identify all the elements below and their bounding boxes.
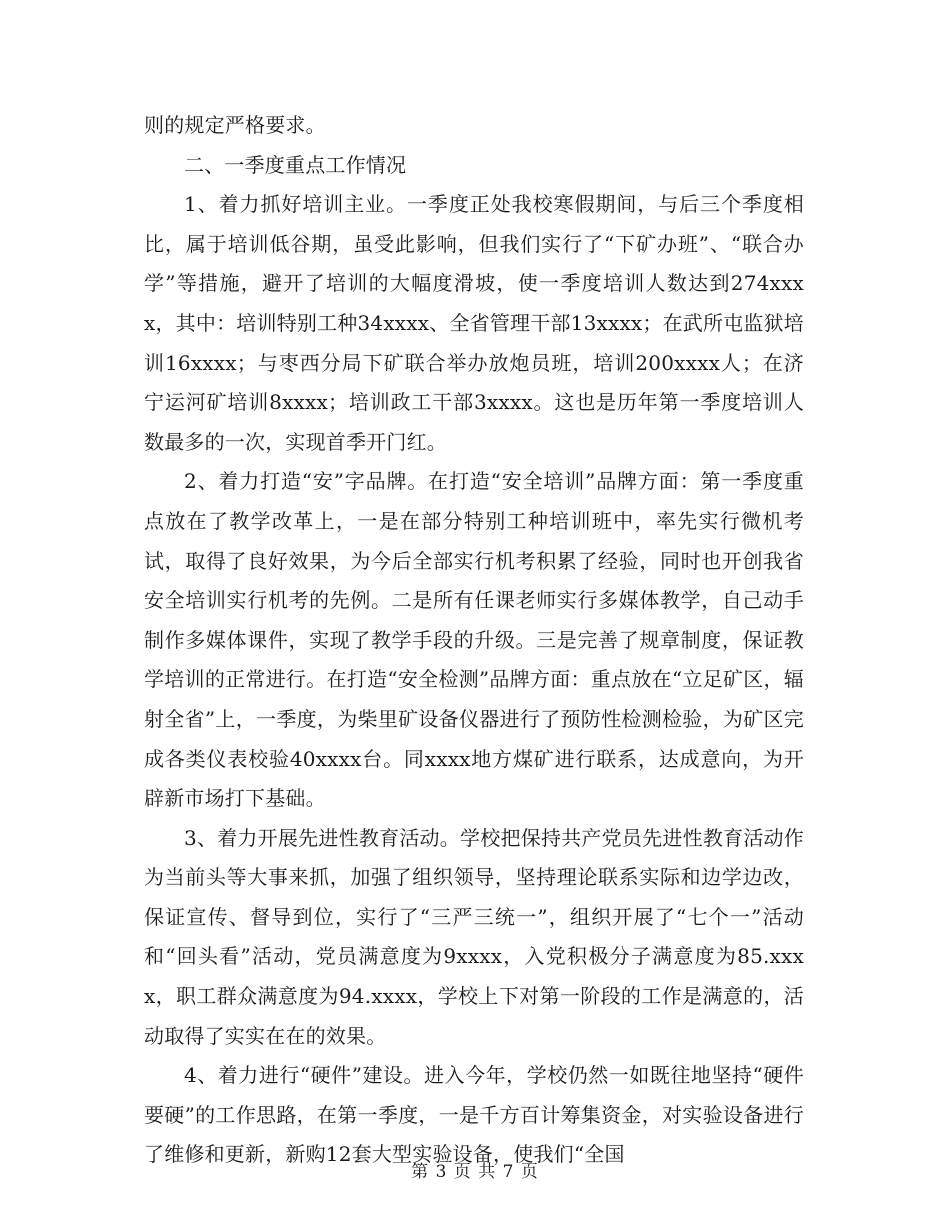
paragraph-training: 1、着力抓好培训主业。一季度正处我校寒假期间，与后三个季度相比，属于培训低谷期，虽受此影响，但我们实行了“下矿办班”、“联合办学”等措施，避开了培训的大幅度滑坡，使一季度培训人数达到274xxxx，其中：培训特别工种34xxxx、全省管理干部13xxxx；在武所屯监狱培训16xxxx；与枣西分局下矿联合举办放炮员班，培训200xxxx人；在济宁运河矿培训8xxxx；培训政工干部3xxxx。这也是历年第一季度培训人数最多的一次，实现首季开门红。 (144, 192, 805, 454)
paragraph-continuation: 则的规定严格要求。 (144, 113, 326, 137)
paragraph-hardware: 4、着力进行“硬件”建设。进入今年，学校仍然一如既往地坚持“硬件要硬”的工作思路，在第一季度，一是千方百计筹集资金，对实验设备进行了维修和更新，新购12套大型实验设备，使我们“全国 (144, 1063, 804, 1167)
paragraph-brand: 2、着力打造“安”字品牌。在打造“安全培训”品牌方面：第一季度重点放在了教学改革上，一是在部分特别工种培训班中，率先实行微机考试，取得了良好效果，为今后全部实行机考积累了经验，同时也开创我省安全培训实行机考的先例。二是所有任课老师实行多媒体教学，自己动手制作多媒体课件，实现了教学手段的升级。三是完善了规章制度，保证教学培训的正常进行。在打造“安全检测”品牌方面：重点放在“立足矿区，辐射全省”上，一季度，为柴里矿设备仪器进行了预防性检测检验，为矿区完成各类仪表校验40xxxx台。同xxxx地方煤矿进行联系，达成意向，为开辟新市场打下基础。 (144, 469, 804, 811)
paragraph-education: 3、着力开展先进性教育活动。学校把保持共产党员先进性教育活动作为当前头等大事来抓，加强了组织领导，坚持理论联系实际和边学边改，保证宣传、督导到位，实行了“三严三统一”，组织开展了“七个一”活动和“回头看”活动，党员满意度为9xxxx，入党积极分子满意度为85.xxxx，职工群众满意度为94.xxxx，学校上下对第一阶段的工作是满意的，活动取得了实实在在的效果。 (144, 825, 804, 1048)
section-heading: 二、一季度重点工作情况 (184, 152, 407, 177)
page-number-footer: 第 3 页 共 7 页 (411, 1162, 539, 1182)
document-body (144, 106, 804, 1175)
